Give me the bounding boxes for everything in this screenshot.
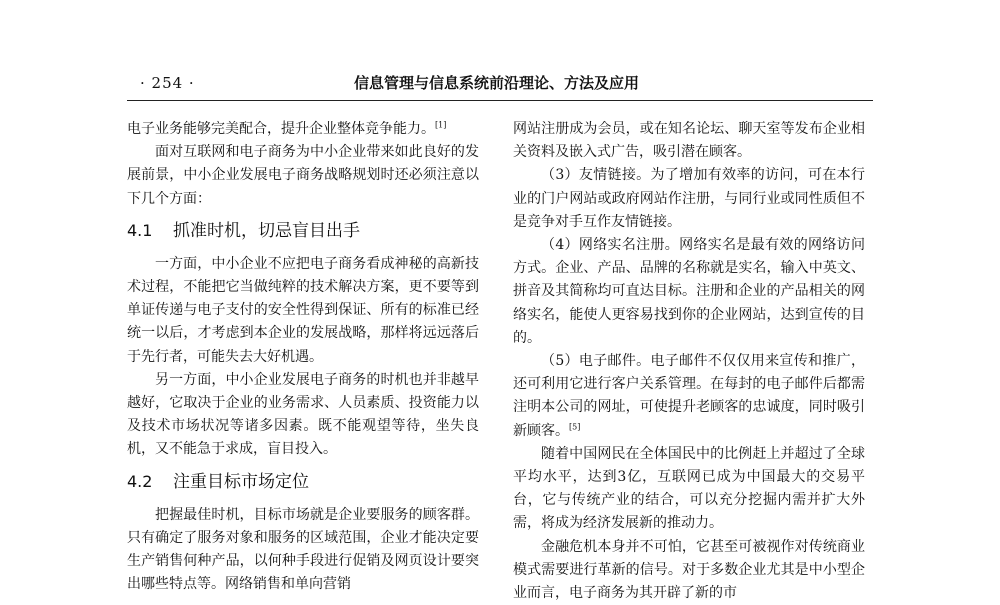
section-number: 4.1: [127, 220, 153, 240]
paragraph: （4）网络实名注册。网络实名是最有效的网络访问方式。企业、产品、品牌的名称就是实名，输入中英文、拼音及其简称均可直达目标。注册和企业的产品相关的网络实名，能使人更容易找到你的企业网站，达到宣传的目的。: [513, 237, 865, 346]
paragraph: 一方面，中小企业不应把电子商务看成神秘的高新技术过程，不能把它当做纯粹的技术解决方案，更不要等到单证传递与电子支付的安全性得到保证、所有的标准已经统一以后，才考虑到本企业的发展战略，那样将远远落后于先行者，可能失去大好机遇。: [127, 255, 479, 365]
paragraph-text: （5）电子邮件。电子邮件不仅仅用来宣传和推广，还可利用它进行客户关系管理。在每封的电子邮件后都需注明本公司的网址，可使提升老顾客的忠诚度，同时吸引新顾客。: [513, 353, 865, 439]
paragraph: （3）友情链接。为了增加有效率的访问，可在本行业的门户网站或政府网站作注册，与同行业或同性质但不是竞争对手互作友情链接。: [513, 167, 865, 230]
left-column: [127, 118, 479, 596]
paragraph: 随着中国网民在全体国民中的比例赶上并超过了全球平均水平，达到3亿，互联网已成为中国最大的交易平台，它与传统产业的结合，可以充分挖掘内需并扩大外需，将成为经济发展新的推动力。: [513, 445, 865, 532]
paragraph: 网站注册成为会员，或在知名论坛、聊天室等发布企业相关资料及嵌入式广告，吸引潜在顾客。: [513, 121, 865, 161]
paragraph: 面对互联网和电子商务为中小企业带来如此良好的发展前景，中小企业发展电子商务战略规划时还必须注意以下几个方面：: [127, 144, 479, 207]
page-number: · 254 ·: [140, 74, 195, 92]
paragraph: 另一方面，中小企业发展电子商务的时机也并非越早越好，它取决于企业的业务需求、人员素质、投资能力以及技术市场状况等诸多因素。既不能观望等待，坐失良机，又不能急于求成，盲目投入。: [127, 371, 479, 458]
section-heading-4-2: [127, 470, 479, 494]
citation-ref: [5]: [569, 421, 581, 431]
section-title: 抓准时机，切忌盲目出手: [173, 220, 360, 241]
paragraph-text: 电子业务能够完美配合，提升企业整体竞争能力。: [127, 121, 435, 137]
page-header: [130, 60, 870, 100]
right-column: [513, 118, 865, 605]
paragraph: 金融危机本身并不可怕，它甚至可被视作对传统商业模式需要进行革新的信号。对于多数企业尤其是中小型企业而言，电子商务为其开辟了新的市: [513, 538, 865, 602]
running-title: 信息管理与信息系统前沿理论、方法及应用: [354, 74, 640, 92]
paragraph: 把握最佳时机，目标市场就是企业要服务的顾客群。只有确定了服务对象和服务的区域范围，企业才能决定要生产销售何种产品，以何种手段进行促销及网页设计要突出哪些特点等。网络销售和单向营销: [127, 506, 479, 593]
header-rule: [127, 100, 873, 101]
section-title: 注重目标市场定位: [173, 471, 309, 492]
section-number: 4.2: [127, 471, 153, 491]
paragraph: [127, 118, 479, 141]
citation-ref: [1]: [435, 120, 447, 130]
paragraph: [513, 350, 865, 443]
section-heading-4-1: [127, 219, 479, 243]
